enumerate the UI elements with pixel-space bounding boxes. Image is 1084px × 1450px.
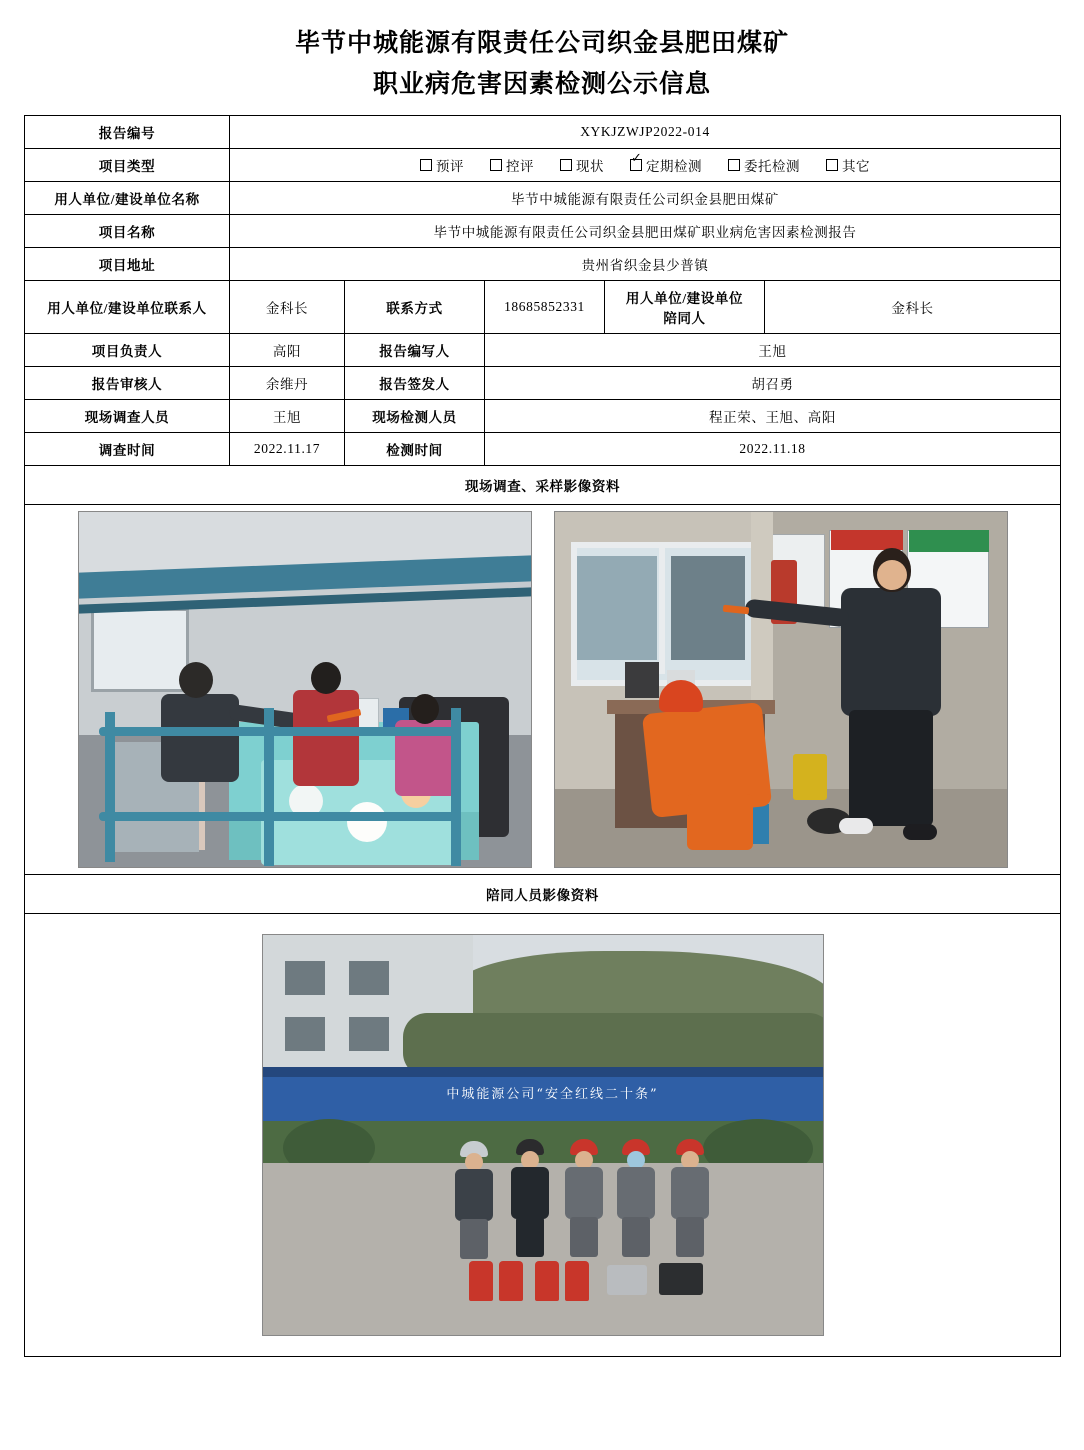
testing-time-label: 检测时间 xyxy=(345,432,485,465)
table-row xyxy=(25,280,1061,333)
employer-label: 用人单位/建设单位名称 xyxy=(25,181,230,214)
project-name-value: 毕节中城能源有限责任公司织金县肥田煤矿职业病危害因素检测报告 xyxy=(230,214,1061,247)
escort-person xyxy=(669,1139,711,1255)
report-writer-label: 报告编写人 xyxy=(345,333,485,366)
site-photo-pair xyxy=(29,511,1056,868)
escort-label-line-1: 用人单位/建设单位 xyxy=(625,290,744,306)
section-header-escort-photos: 陪同人员影像资料 xyxy=(25,874,1061,913)
investigation-time-value: 2022.11.17 xyxy=(230,432,345,465)
option-label: 委托检测 xyxy=(744,158,800,174)
project-type-option-preassessment[interactable] xyxy=(420,155,464,175)
phone-label: 联系方式 xyxy=(345,280,485,333)
report-issuer-label: 报告签发人 xyxy=(345,366,485,399)
escort-label xyxy=(605,280,765,333)
site-investigator-label: 现场调查人员 xyxy=(25,399,230,432)
report-writer-value: 王旭 xyxy=(485,333,1061,366)
project-type-options xyxy=(234,155,1056,175)
project-type-option-entrustedtesting[interactable] xyxy=(728,155,800,175)
checkbox-icon[interactable] xyxy=(826,159,838,171)
table-row xyxy=(25,214,1061,247)
site-photos-cell xyxy=(25,504,1061,874)
title-line-1: 毕节中城能源有限责任公司织金县肥田煤矿 xyxy=(294,28,789,57)
table-row xyxy=(25,247,1061,280)
table-row xyxy=(25,504,1061,874)
report-no-value: XYKJZWJP2022-014 xyxy=(230,115,1061,148)
option-label: 其它 xyxy=(842,158,870,174)
report-no-label: 报告编号 xyxy=(25,115,230,148)
report-reviewer-label: 报告审核人 xyxy=(25,366,230,399)
table-row xyxy=(25,465,1061,504)
checkbox-icon[interactable] xyxy=(490,159,502,171)
project-type-option-other[interactable] xyxy=(826,155,870,175)
checkbox-checked-icon[interactable] xyxy=(630,159,642,171)
site-tester-value: 程正荣、王旭、高阳 xyxy=(485,399,1061,432)
testing-time-value: 2022.11.18 xyxy=(485,432,1061,465)
table-row xyxy=(25,148,1061,181)
project-address-label: 项目地址 xyxy=(25,247,230,280)
report-reviewer-value: 余维丹 xyxy=(230,366,345,399)
site-photo-1 xyxy=(78,511,532,868)
contact-label: 用人单位/建设单位联系人 xyxy=(25,280,230,333)
project-name-label: 项目名称 xyxy=(25,214,230,247)
project-leader-label: 项目负责人 xyxy=(25,333,230,366)
project-type-label: 项目类型 xyxy=(25,148,230,181)
table-row xyxy=(25,333,1061,366)
table-row xyxy=(25,432,1061,465)
escort-photo xyxy=(262,934,824,1336)
site-investigator-value: 王旭 xyxy=(230,399,345,432)
report-issuer-value: 胡召勇 xyxy=(485,366,1061,399)
table-row xyxy=(25,913,1061,1356)
table-row xyxy=(25,399,1061,432)
escort-person xyxy=(453,1141,495,1257)
wall-banner-text: 中城能源公司“安全红线二十条” xyxy=(446,1086,659,1102)
section-header-site-photos: 现场调查、采样影像资料 xyxy=(25,465,1061,504)
document-title xyxy=(24,22,1060,105)
escort-person xyxy=(615,1139,657,1255)
escort-person xyxy=(563,1139,605,1255)
public-disclosure-table xyxy=(24,115,1061,1357)
project-type-option-periodictesting[interactable] xyxy=(630,155,702,175)
escort-value: 金科长 xyxy=(765,280,1061,333)
checkbox-icon[interactable] xyxy=(728,159,740,171)
table-row xyxy=(25,115,1061,148)
contact-value: 金科长 xyxy=(230,280,345,333)
checkbox-icon[interactable] xyxy=(560,159,572,171)
option-label: 控评 xyxy=(506,158,534,174)
project-address-value: 贵州省织金县少普镇 xyxy=(230,247,1061,280)
project-type-value xyxy=(230,148,1061,181)
investigation-time-label: 调查时间 xyxy=(25,432,230,465)
option-label: 预评 xyxy=(436,158,464,174)
option-label: 现状 xyxy=(576,158,604,174)
option-label: 定期检测 xyxy=(646,158,702,174)
checkbox-icon[interactable] xyxy=(420,159,432,171)
escort-photo-cell xyxy=(25,913,1061,1356)
escort-label-line-2: 陪同人 xyxy=(663,310,706,326)
site-tester-label: 现场检测人员 xyxy=(345,399,485,432)
employer-value: 毕节中城能源有限责任公司织金县肥田煤矿 xyxy=(230,181,1061,214)
title-line-2: 职业病危害因素检测公示信息 xyxy=(372,69,711,99)
phone-value: 18685852331 xyxy=(485,280,605,333)
table-row xyxy=(25,366,1061,399)
project-leader-value: 高阳 xyxy=(230,333,345,366)
project-type-option-currentstatus[interactable] xyxy=(560,155,604,175)
project-type-option-controlassessment[interactable] xyxy=(490,155,534,175)
table-row xyxy=(25,874,1061,913)
site-photo-2 xyxy=(554,511,1008,868)
table-row xyxy=(25,181,1061,214)
escort-person xyxy=(509,1139,551,1255)
